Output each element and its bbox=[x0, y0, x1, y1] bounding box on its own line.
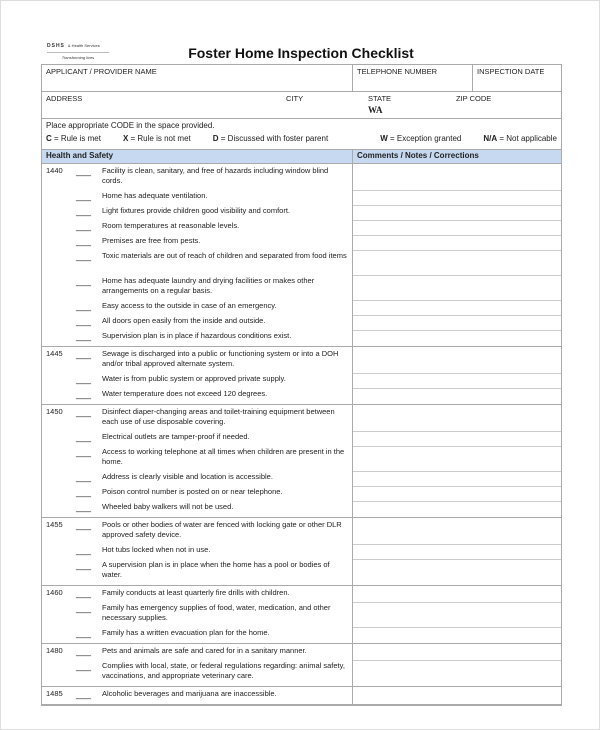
comment-field[interactable] bbox=[353, 628, 561, 643]
rule-code bbox=[46, 545, 76, 560]
checklist-item bbox=[46, 349, 348, 374]
rule-text: Light fixtures provide children good visibility and comfort. bbox=[102, 206, 291, 215]
rule-code bbox=[46, 432, 76, 447]
rule-text: Pets and animals are safe and cared for in a sanitary manner. bbox=[102, 646, 307, 655]
checklist-form bbox=[41, 64, 562, 706]
comments-column bbox=[352, 405, 561, 517]
rules-column bbox=[42, 164, 352, 346]
comment-field[interactable] bbox=[353, 374, 561, 389]
rule-code: 1445 bbox=[46, 349, 63, 358]
code-blank[interactable]: ___ bbox=[76, 301, 92, 311]
health-safety-header: Health and Safety bbox=[46, 151, 114, 160]
checklist-item bbox=[46, 276, 348, 301]
code-instruction: Place appropriate CODE in the space provided. bbox=[46, 121, 215, 130]
rule-code: 1480 bbox=[46, 646, 63, 655]
rule-code bbox=[46, 374, 76, 389]
checklist-item bbox=[46, 689, 348, 704]
rule-code bbox=[46, 236, 76, 251]
rules-column bbox=[42, 644, 352, 686]
checklist-item bbox=[46, 472, 348, 487]
checklist-item bbox=[46, 206, 348, 221]
code-blank[interactable]: ___ bbox=[76, 221, 92, 231]
rule-code bbox=[46, 389, 76, 404]
rule-text: Family has emergency supplies of food, water, medication, and other necessary supplies. bbox=[102, 603, 331, 622]
comment-field[interactable] bbox=[353, 472, 561, 487]
code-blank[interactable]: ___ bbox=[76, 206, 92, 216]
rule-text: Hot tubs locked when not in use. bbox=[102, 545, 211, 554]
rule-code: 1440 bbox=[46, 166, 63, 175]
rule-code bbox=[46, 301, 76, 316]
comments-column bbox=[352, 586, 561, 643]
code-blank[interactable]: ___ bbox=[76, 520, 92, 530]
section-1450 bbox=[42, 405, 561, 518]
comment-field[interactable] bbox=[353, 586, 561, 603]
rule-code bbox=[46, 487, 76, 502]
comments-column bbox=[352, 644, 561, 686]
rule-code bbox=[46, 502, 76, 517]
logo-tagline: Transforming lives bbox=[61, 55, 95, 60]
comments-column bbox=[352, 518, 561, 585]
code-blank[interactable]: ___ bbox=[76, 407, 92, 417]
code-blank[interactable]: ___ bbox=[76, 689, 92, 699]
code-blank[interactable]: ___ bbox=[76, 646, 92, 656]
rule-code bbox=[46, 221, 76, 236]
rules-column bbox=[42, 586, 352, 643]
code-blank[interactable]: ___ bbox=[76, 588, 92, 598]
rule-text: Complies with local, state, or federal regulations regarding: animal safety, vaccinations, and appropriate veterinary care. bbox=[102, 661, 345, 680]
comments-column bbox=[352, 347, 561, 404]
checklist-item bbox=[46, 628, 348, 643]
telephone-label: TELEPHONE NUMBER bbox=[357, 67, 438, 76]
rule-text: A supervision plan is in place when the home has a pool or bodies of water. bbox=[102, 560, 330, 579]
code-legend: C = Rule is met X = Rule is not met D = Discussed with foster parent W = Exception granted N/A = Not applicable bbox=[46, 134, 557, 143]
rule-text: Address is clearly visible and location is accessible. bbox=[102, 472, 273, 481]
comment-field[interactable] bbox=[353, 518, 561, 545]
rule-code bbox=[46, 628, 76, 643]
section-1455 bbox=[42, 518, 561, 586]
code-blank[interactable]: ___ bbox=[76, 545, 92, 555]
rule-code bbox=[46, 661, 76, 686]
code-blank[interactable]: ___ bbox=[76, 603, 92, 613]
checklist-item bbox=[46, 661, 348, 686]
applicant-label: APPLICANT / PROVIDER NAME bbox=[46, 67, 157, 76]
code-blank[interactable]: ___ bbox=[76, 502, 92, 512]
comment-field[interactable] bbox=[353, 405, 561, 432]
inspection-date-label: INSPECTION DATE bbox=[477, 67, 545, 76]
comment-field[interactable] bbox=[353, 447, 561, 472]
rule-text: Alcoholic beverages and marijuana are inaccessible. bbox=[102, 689, 277, 698]
checklist-item bbox=[46, 646, 348, 661]
section-1440 bbox=[42, 164, 561, 347]
checklist-item bbox=[46, 191, 348, 206]
comment-field[interactable] bbox=[353, 644, 561, 661]
comment-field[interactable] bbox=[353, 164, 561, 191]
rule-code: 1460 bbox=[46, 588, 63, 597]
comment-field[interactable] bbox=[353, 316, 561, 331]
state-field[interactable] bbox=[352, 92, 452, 118]
comment-field[interactable] bbox=[353, 661, 561, 686]
rule-text: All doors open easily from the inside and outside. bbox=[102, 316, 266, 325]
rule-text: Disinfect diaper-changing areas and toilet-training equipment between each use of use disposable covering. bbox=[102, 407, 335, 426]
checklist-item bbox=[46, 236, 348, 251]
rule-code bbox=[46, 331, 76, 346]
address-label: ADDRESS bbox=[46, 94, 83, 103]
section-1445 bbox=[42, 347, 561, 405]
checklist-item bbox=[46, 331, 348, 346]
zip-field[interactable] bbox=[452, 92, 561, 118]
rule-text: Pools or other bodies of water are fenced with locking gate or other DLR approved safety device. bbox=[102, 520, 342, 539]
comment-field[interactable] bbox=[353, 502, 561, 517]
code-blank[interactable]: ___ bbox=[76, 447, 92, 457]
telephone-field[interactable] bbox=[352, 65, 472, 91]
rule-text: Easy access to the outside in case of an emergency. bbox=[102, 301, 277, 310]
logo-text: & Health Services bbox=[67, 43, 100, 48]
rule-text: Water temperature does not exceed 120 degrees. bbox=[102, 389, 268, 398]
checklist-item bbox=[46, 502, 348, 517]
rule-text: Room temperatures at reasonable levels. bbox=[102, 221, 240, 230]
address-field[interactable] bbox=[42, 92, 282, 118]
rule-code bbox=[46, 316, 76, 331]
code-blank[interactable]: ___ bbox=[76, 236, 92, 246]
comment-field[interactable] bbox=[353, 221, 561, 236]
comment-field[interactable] bbox=[353, 251, 561, 276]
rule-text: Water is from public system or approved private supply. bbox=[102, 374, 286, 383]
code-blank[interactable]: ___ bbox=[76, 628, 92, 638]
code-blank[interactable]: ___ bbox=[76, 316, 92, 326]
code-blank[interactable]: ___ bbox=[76, 472, 92, 482]
section-1485 bbox=[42, 687, 561, 705]
rule-text: Toxic materials are out of reach of children and separated from food items bbox=[102, 251, 347, 260]
state-label: STATE bbox=[368, 94, 392, 103]
code-blank[interactable]: ___ bbox=[76, 661, 92, 671]
rule-text: Electrical outlets are tamper-proof if needed. bbox=[102, 432, 250, 441]
rule-text: Family conducts at least quarterly fire drills with children. bbox=[102, 588, 290, 597]
checklist-item bbox=[46, 251, 348, 276]
rule-code bbox=[46, 560, 76, 585]
code-blank[interactable]: ___ bbox=[76, 251, 92, 261]
checklist-item bbox=[46, 389, 348, 404]
rule-code bbox=[46, 206, 76, 221]
code-blank[interactable]: ___ bbox=[76, 276, 92, 286]
comments-column bbox=[352, 687, 561, 704]
rule-code bbox=[46, 603, 76, 628]
comment-field[interactable] bbox=[353, 347, 561, 374]
checklist-item bbox=[46, 545, 348, 560]
rules-column bbox=[42, 518, 352, 585]
rule-code: 1450 bbox=[46, 407, 63, 416]
comment-field[interactable] bbox=[353, 389, 561, 404]
rule-text: Supervision plan is in place if hazardous conditions exist. bbox=[102, 331, 292, 340]
city-field[interactable] bbox=[282, 92, 352, 118]
rule-text: Wheeled baby walkers will not be used. bbox=[102, 502, 234, 511]
city-label: CITY bbox=[286, 94, 304, 103]
code-blank[interactable]: ___ bbox=[76, 389, 92, 399]
checklist-item bbox=[46, 374, 348, 389]
rule-text: Home has adequate laundry and drying facilities or makes other arrangements on a regular basis. bbox=[102, 276, 315, 295]
checklist-item bbox=[46, 520, 348, 545]
section-1460 bbox=[42, 586, 561, 644]
checklist-item bbox=[46, 221, 348, 236]
code-blank[interactable]: ___ bbox=[76, 432, 92, 442]
rule-code: 1455 bbox=[46, 520, 63, 529]
comment-field[interactable] bbox=[353, 191, 561, 206]
checklist-item bbox=[46, 166, 348, 191]
checklist-item bbox=[46, 316, 348, 331]
rule-text: Premises are free from pests. bbox=[102, 236, 201, 245]
rule-text: Family has a written evacuation plan for the home. bbox=[102, 628, 270, 637]
checklist-item bbox=[46, 487, 348, 502]
checklist-item bbox=[46, 588, 348, 603]
rules-column bbox=[42, 687, 352, 704]
checklist-item bbox=[46, 407, 348, 432]
applicant-field[interactable] bbox=[42, 65, 352, 91]
code-blank[interactable]: ___ bbox=[76, 166, 92, 176]
comment-field[interactable] bbox=[353, 276, 561, 301]
rule-text: Home has adequate ventilation. bbox=[102, 191, 208, 200]
inspection-date-field[interactable] bbox=[472, 65, 561, 91]
checklist-item bbox=[46, 560, 348, 585]
comment-field[interactable] bbox=[353, 560, 561, 585]
comment-field[interactable] bbox=[353, 487, 561, 502]
checklist-item bbox=[46, 447, 348, 472]
rule-text: Access to working telephone at all times when children are present in the home. bbox=[102, 447, 345, 466]
code-blank[interactable]: ___ bbox=[76, 374, 92, 384]
checklist-item bbox=[46, 603, 348, 628]
comments-header: Comments / Notes / Corrections bbox=[352, 150, 561, 163]
rule-text: Poison control number is posted on or near telephone. bbox=[102, 487, 283, 496]
checklist-item bbox=[46, 432, 348, 447]
comment-field[interactable] bbox=[353, 331, 561, 346]
checklist-item bbox=[46, 301, 348, 316]
rules-column bbox=[42, 405, 352, 517]
rule-code bbox=[46, 191, 76, 206]
logo: DSHS & Health Services Transforming lives bbox=[47, 43, 109, 60]
rules-column bbox=[42, 347, 352, 404]
code-blank[interactable]: ___ bbox=[76, 331, 92, 341]
code-blank[interactable]: ___ bbox=[76, 560, 92, 570]
rule-code bbox=[46, 447, 76, 472]
comment-field[interactable] bbox=[353, 687, 561, 704]
comment-field[interactable] bbox=[353, 301, 561, 316]
section-1480 bbox=[42, 644, 561, 687]
code-blank[interactable]: ___ bbox=[76, 349, 92, 359]
comments-column bbox=[352, 164, 561, 346]
rule-text: Sewage is discharged into a public or functioning system or into a DOH and/or tribal approved alternate system. bbox=[102, 349, 339, 368]
comment-field[interactable] bbox=[353, 545, 561, 560]
comment-field[interactable] bbox=[353, 236, 561, 251]
comment-field[interactable] bbox=[353, 206, 561, 221]
code-blank[interactable]: ___ bbox=[76, 487, 92, 497]
code-blank[interactable]: ___ bbox=[76, 191, 92, 201]
rule-code bbox=[46, 251, 76, 276]
state-value: WA bbox=[368, 105, 383, 115]
comment-field[interactable] bbox=[353, 432, 561, 447]
page-title: Foster Home Inspection Checklist bbox=[188, 45, 414, 61]
rule-code bbox=[46, 276, 76, 301]
zip-label: ZIP CODE bbox=[456, 94, 492, 103]
comment-field[interactable] bbox=[353, 603, 561, 628]
rule-code: 1485 bbox=[46, 689, 63, 698]
rule-text: Facility is clean, sanitary, and free of hazards including window blind cords. bbox=[102, 166, 329, 185]
rule-code bbox=[46, 472, 76, 487]
